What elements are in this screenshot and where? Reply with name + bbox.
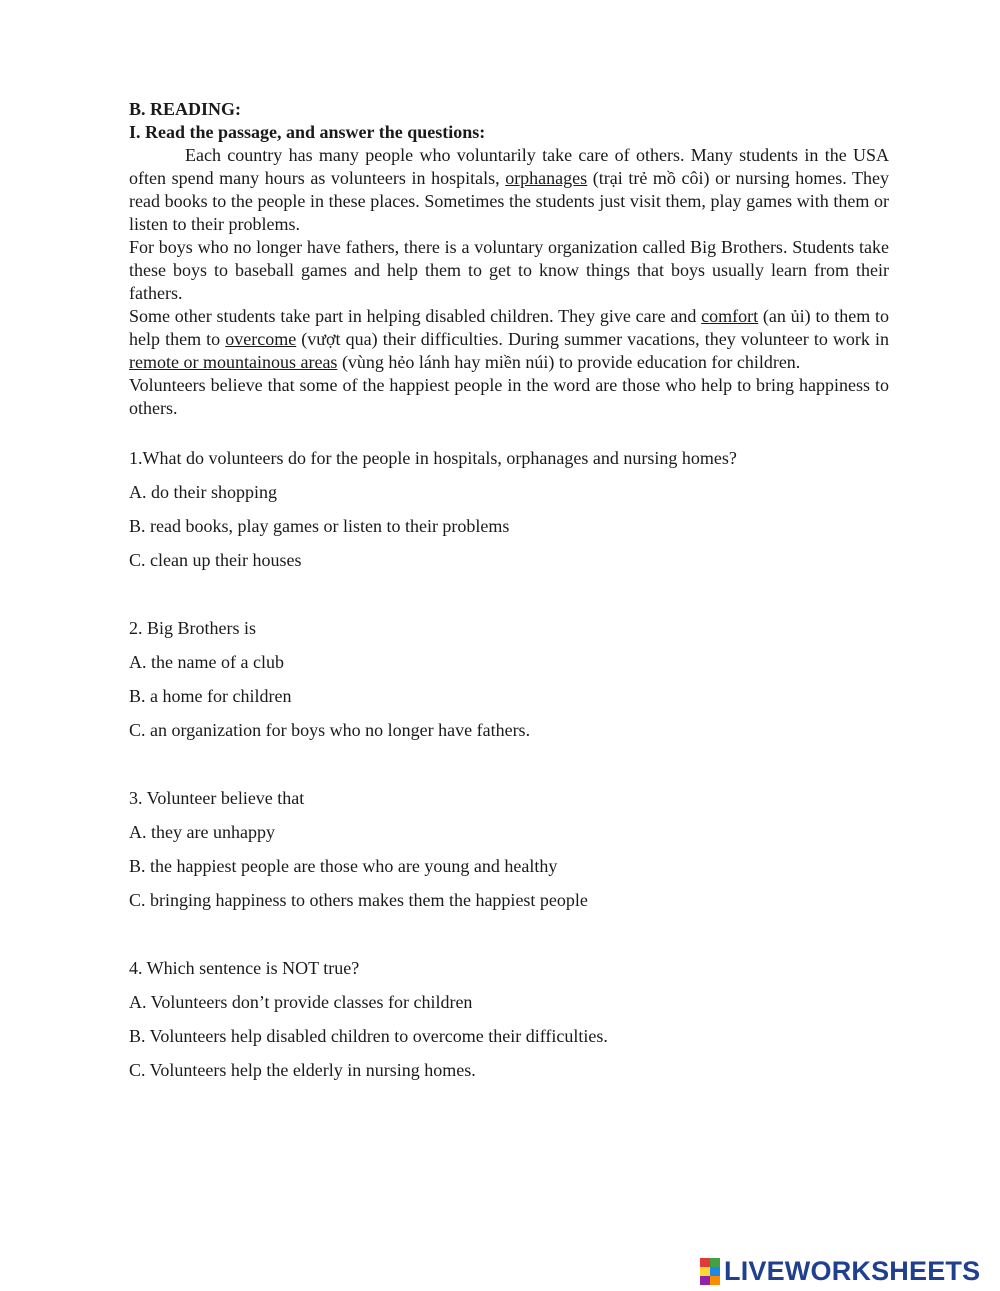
- passage-paragraph-4: Volunteers believe that some of the happiest people in the word are those who help to bring happiness to others.: [129, 375, 889, 418]
- answer-option[interactable]: B. Volunteers help disabled children to overcome their difficulties.: [129, 1026, 608, 1046]
- answer-option[interactable]: A. Volunteers don’t provide classes for children: [129, 992, 473, 1012]
- passage-paragraph-3: Some other students take part in helping disabled children. They give care and comfort (an ủi) to them to help them to overcome (vượt qua) their difficulties. During summer vacations, they volunteer to work in remote or mountainous areas (vùng hẻo lánh hay miền núi) to provide education for children.: [129, 306, 889, 372]
- question-prompt: 2. Big Brothers is: [129, 618, 257, 638]
- question-prompt: 4. Which sentence is NOT true?: [129, 958, 360, 978]
- question-2: [129, 611, 889, 747]
- question-prompt: 3. Volunteer believe that: [129, 788, 305, 808]
- answer-option[interactable]: C. clean up their houses: [129, 550, 302, 570]
- answer-option[interactable]: C. bringing happiness to others makes them the happiest people: [129, 890, 588, 910]
- question-3: [129, 781, 889, 917]
- liveworksheets-logo[interactable]: [700, 1254, 980, 1288]
- logo-text: LIVEWORKSHEETS: [724, 1255, 981, 1286]
- answer-option[interactable]: A. the name of a club: [129, 652, 284, 672]
- vocab-remote-areas: remote or mountainous areas: [129, 352, 338, 372]
- answer-option[interactable]: A. do their shopping: [129, 482, 277, 502]
- passage-paragraph-2: For boys who no longer have fathers, there is a voluntary organization called Big Brothers. Students take these boys to baseball games and help them to get to know things that boys usually learn from their fathers.: [129, 237, 889, 303]
- section-title: B. READING:: [129, 99, 242, 119]
- reading-passage: [129, 144, 889, 420]
- logo-icon: [700, 1258, 720, 1285]
- answer-option[interactable]: A. they are unhappy: [129, 822, 275, 842]
- answer-option[interactable]: C. an organization for boys who no longer have fathers.: [129, 720, 531, 740]
- answer-option[interactable]: B. read books, play games or listen to their problems: [129, 516, 510, 536]
- passage-paragraph-1: Each country has many people who voluntarily take care of others. Many students in the USA often spend many hours as volunteers in hospitals, orphanages (trại trẻ mồ côi) or nursing homes. They read books to the people in these places. Sometimes the students just visit them, play games with them or listen to their problems.: [129, 145, 889, 234]
- vocab-orphanages: orphanages: [505, 168, 588, 188]
- question-4: [129, 951, 889, 1087]
- question-list: [129, 441, 889, 1087]
- answer-option[interactable]: C. Volunteers help the elderly in nursing homes.: [129, 1060, 476, 1080]
- instruction: I. Read the passage, and answer the questions:: [129, 122, 486, 142]
- vocab-overcome: overcome: [225, 329, 297, 349]
- worksheet-page: [129, 98, 889, 1121]
- question-prompt: 1.What do volunteers do for the people in hospitals, orphanages and nursing homes?: [129, 448, 737, 468]
- answer-option[interactable]: B. the happiest people are those who are young and healthy: [129, 856, 558, 876]
- answer-option[interactable]: B. a home for children: [129, 686, 292, 706]
- vocab-comfort: comfort: [701, 306, 759, 326]
- question-1: [129, 441, 889, 577]
